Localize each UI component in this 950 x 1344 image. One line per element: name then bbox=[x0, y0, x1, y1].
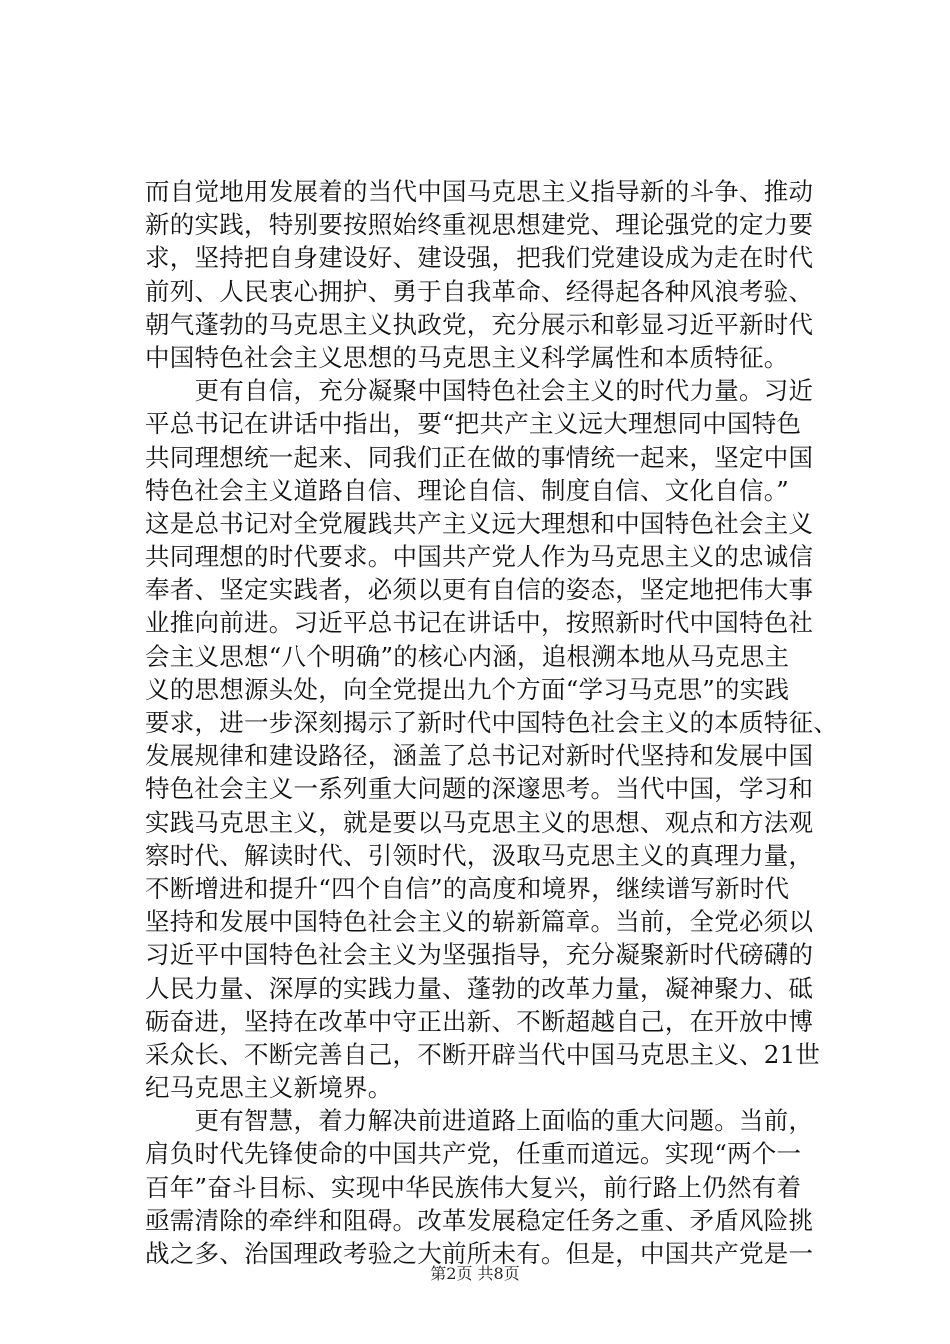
text-line: 共同理想统一起来、同我们正在做的事情统一起来，坚定中国 bbox=[145, 442, 814, 472]
text-line: 业推向前进。习近平总书记在讲话中，按照新时代中国特色社 bbox=[145, 608, 814, 638]
text-line: 实践马克思主义，就是要以马克思主义的思想、观点和方法观 bbox=[145, 807, 814, 837]
paragraph-start-line: 更有自信，充分凝聚中国特色社会主义的时代力量。习近 bbox=[145, 376, 814, 406]
text-line: 亟需清除的牵绊和阻碍。改革发展稳定任务之重、矛盾风险挑 bbox=[145, 1205, 814, 1235]
text-line: 纪马克思主义新境界。 bbox=[145, 1073, 393, 1103]
text-line: 人民力量、深厚的实践力量、蓬勃的改革力量，凝神聚力、砥 bbox=[145, 973, 814, 1003]
text-line: 战之多、治国理政考验之大前所未有。但是，中国共产党是一 bbox=[145, 1239, 814, 1268]
text-line: 这是总书记对全党履践共产主义远大理想和中国特色社会主义 bbox=[145, 508, 814, 538]
text-line: 习近平中国特色社会主义为坚强指导，充分凝聚新时代磅礴的 bbox=[145, 940, 814, 970]
text-line: 特色社会主义道路自信、理论自信、制度自信、文化自信。” bbox=[145, 475, 790, 505]
text-line: 察时代、解读时代、引领时代，汲取马克思主义的真理力量， bbox=[145, 840, 814, 870]
text-line: 而自觉地用发展着的当代中国马克思主义指导新的斗争、推动 bbox=[145, 177, 814, 206]
text-line: 要求，进一步深刻揭示了新时代中国特色社会主义的本质特征、 bbox=[145, 708, 838, 737]
paragraph-start-line: 更有智慧，着力解决前进道路上面临的重大问题。当前， bbox=[145, 1106, 814, 1136]
text-line: 砺奋进，坚持在改革中守正出新、不断超越自己，在开放中博 bbox=[145, 1006, 814, 1036]
text-line: 朝气蓬勃的马克思主义执政党，充分展示和彰显习近平新时代 bbox=[145, 309, 814, 339]
text-line: 肩负时代先锋使命的中国共产党，任重而道远。实现“两个一 bbox=[145, 1139, 802, 1169]
text-line: 前列、人民衷心拥护、勇于自我革命、经得起各种风浪考验、 bbox=[145, 276, 814, 306]
text-line: 平总书记在讲话中指出，要“把共产主义远大理想同中国特色 bbox=[145, 409, 802, 439]
text-line: 坚持和发展中国特色社会主义的崭新篇章。当前，全党必须以 bbox=[145, 907, 814, 937]
text-line: 共同理想的时代要求。中国共产党人作为马克思主义的忠诚信 bbox=[145, 542, 814, 572]
text-line: 中国特色社会主义思想的马克思主义科学属性和本质特征。 bbox=[145, 342, 789, 372]
text-line: 义的思想源头处，向全党提出九个方面“学习马克思”的实践 bbox=[145, 674, 790, 704]
text-line: 发展规律和建设路径，涵盖了总书记对新时代坚持和发展中国 bbox=[145, 741, 814, 771]
text-line: 特色社会主义一系列重大问题的深邃思考。当代中国，学习和 bbox=[145, 774, 814, 804]
body-text bbox=[145, 175, 838, 1270]
text-line: 求，坚持把自身建设好、建设强，把我们党建设成为走在时代 bbox=[145, 243, 814, 273]
text-line: 百年”奋斗目标、实现中华民族伟大复兴，前行路上仍然有着 bbox=[145, 1172, 802, 1202]
text-line: 新的实践，特别要按照始终重视思想建党、理论强党的定力要 bbox=[145, 210, 814, 240]
text-line: 不断增进和提升“四个自信”的高度和境界，继续谱写新时代 bbox=[145, 873, 790, 903]
page-number-footer: 第2页 共8页 bbox=[430, 1264, 520, 1283]
text-line: 会主义思想“八个明确”的核心内涵，追根溯本地从马克思主 bbox=[145, 641, 790, 671]
text-line: 采众长、不断完善自己，不断开辟当代中国马克思主义、21世 bbox=[145, 1039, 821, 1069]
text-line: 奉者、坚定实践者，必须以更有自信的姿态，坚定地把伟大事 bbox=[145, 575, 814, 605]
